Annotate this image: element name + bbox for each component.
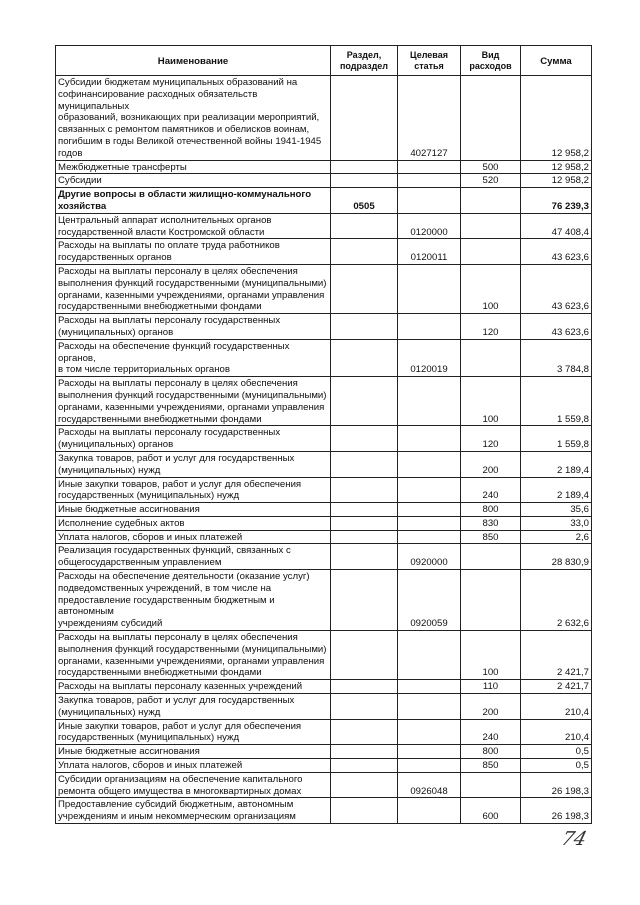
cell-name: Другие вопросы в области жилищно-коммунального хозяйства (56, 188, 331, 214)
cell-sum: 210,4 (521, 719, 592, 745)
cell-type: 120 (461, 426, 521, 452)
cell-name: Субсидии бюджетам муниципальных образований на софинансирование расходных обязательств муниципальных образований, возникающих при реализации мероприятий, связанных с ремонтом памятников и обелисков воинам, погибшим в годы Великой отечественной войны 1941-1945 годов (56, 76, 331, 161)
cell-type (461, 213, 521, 239)
cell-type: 830 (461, 516, 521, 530)
header-row (56, 46, 592, 76)
cell-section (331, 213, 398, 239)
cell-target: 0120011 (398, 239, 461, 265)
table-row (56, 213, 592, 239)
table-row (56, 530, 592, 544)
table-row (56, 516, 592, 530)
cell-section (331, 239, 398, 265)
cell-name: Расходы на выплаты персоналу в целях обеспечения выполнения функций государственными (муниципальными) органами, казенными учреждениями, органами управления государственными внебюджетными фондами (56, 264, 331, 313)
cell-type: 800 (461, 745, 521, 759)
page-number: 74 (559, 828, 590, 850)
cell-type: 100 (461, 377, 521, 426)
cell-name: Субсидии (56, 174, 331, 188)
cell-name: Предоставление субсидий бюджетным, автономным учреждениям и иным некоммерческим организациям (56, 798, 331, 824)
cell-sum: 12 958,2 (521, 76, 592, 161)
cell-section (331, 451, 398, 477)
cell-section (331, 516, 398, 530)
cell-target (398, 314, 461, 340)
cell-section (331, 530, 398, 544)
cell-target (398, 426, 461, 452)
cell-target (398, 377, 461, 426)
cell-target: 0920059 (398, 570, 461, 631)
cell-name: Иные закупки товаров, работ и услуг для обеспечения государственных (муниципальных) нужд (56, 719, 331, 745)
cell-sum: 3 784,8 (521, 339, 592, 376)
cell-name: Иные бюджетные ассигнования (56, 503, 331, 517)
cell-name: Расходы на выплаты персоналу в целях обеспечения выполнения функций государственными (муниципальными) органами, казенными учреждениями, органами управления государственными внебюджетными фондами (56, 377, 331, 426)
cell-target: 4027127 (398, 76, 461, 161)
cell-type (461, 239, 521, 265)
cell-name: Центральный аппарат исполнительных органов государственной власти Костромской области (56, 213, 331, 239)
cell-target (398, 694, 461, 720)
cell-section (331, 694, 398, 720)
cell-target (398, 264, 461, 313)
table-row (56, 694, 592, 720)
header-sum: Сумма (521, 46, 592, 76)
cell-target (398, 631, 461, 680)
cell-type (461, 339, 521, 376)
cell-name: Закупка товаров, работ и услуг для государственных (муниципальных) нужд (56, 694, 331, 720)
table-row (56, 264, 592, 313)
cell-section (331, 570, 398, 631)
cell-section (331, 174, 398, 188)
cell-section (331, 544, 398, 570)
table-row (56, 544, 592, 570)
cell-section (331, 798, 398, 824)
cell-type: 500 (461, 160, 521, 174)
cell-section (331, 503, 398, 517)
cell-sum: 26 198,3 (521, 798, 592, 824)
cell-sum: 0,5 (521, 745, 592, 759)
cell-name: Уплата налогов, сборов и иных платежей (56, 530, 331, 544)
cell-section (331, 377, 398, 426)
cell-section (331, 631, 398, 680)
cell-sum: 2 421,7 (521, 631, 592, 680)
cell-target (398, 174, 461, 188)
cell-target (398, 451, 461, 477)
cell-target: 0920000 (398, 544, 461, 570)
table-row (56, 798, 592, 824)
table-row (56, 239, 592, 265)
cell-sum: 33,0 (521, 516, 592, 530)
cell-target (398, 477, 461, 503)
cell-type (461, 570, 521, 631)
cell-type: 100 (461, 264, 521, 313)
table-row (56, 339, 592, 376)
table-row (56, 631, 592, 680)
cell-type: 800 (461, 503, 521, 517)
cell-type: 200 (461, 694, 521, 720)
cell-section (331, 76, 398, 161)
cell-target (398, 759, 461, 773)
table-row (56, 503, 592, 517)
cell-type (461, 772, 521, 798)
cell-sum: 47 408,4 (521, 213, 592, 239)
table-row (56, 680, 592, 694)
cell-section (331, 759, 398, 773)
cell-sum: 26 198,3 (521, 772, 592, 798)
cell-sum: 1 559,8 (521, 377, 592, 426)
cell-sum: 2 632,6 (521, 570, 592, 631)
cell-type: 200 (461, 451, 521, 477)
table-row (56, 426, 592, 452)
cell-target (398, 516, 461, 530)
table-row (56, 160, 592, 174)
table-row (56, 477, 592, 503)
cell-name: Расходы на обеспечение функций государственных органов, в том числе территориальных органов (56, 339, 331, 376)
cell-name: Реализация государственных функций, связанных с общегосударственным управлением (56, 544, 331, 570)
header-section: Раздел, подраздел (331, 46, 398, 76)
cell-sum: 2 189,4 (521, 477, 592, 503)
cell-section (331, 719, 398, 745)
cell-sum: 12 958,2 (521, 160, 592, 174)
cell-section (331, 680, 398, 694)
table-row (56, 188, 592, 214)
cell-sum: 12 958,2 (521, 174, 592, 188)
cell-section: 0505 (331, 188, 398, 214)
cell-target (398, 798, 461, 824)
cell-type (461, 76, 521, 161)
table-row (56, 76, 592, 161)
cell-type: 120 (461, 314, 521, 340)
cell-section (331, 160, 398, 174)
cell-name: Закупка товаров, работ и услуг для государственных (муниципальных) нужд (56, 451, 331, 477)
cell-name: Расходы на выплаты персоналу в целях обеспечения выполнения функций государственными (муниципальными) органами, казенными учреждениями, органами управления государственными внебюджетными фондами (56, 631, 331, 680)
cell-type: 850 (461, 530, 521, 544)
cell-section (331, 426, 398, 452)
table-row (56, 451, 592, 477)
cell-target (398, 160, 461, 174)
cell-name: Субсидии организациям на обеспечение капитального ремонта общего имущества в многоквартирных домах (56, 772, 331, 798)
cell-section (331, 314, 398, 340)
cell-type: 100 (461, 631, 521, 680)
cell-section (331, 339, 398, 376)
table-row (56, 759, 592, 773)
cell-target (398, 719, 461, 745)
cell-sum: 1 559,8 (521, 426, 592, 452)
table-row (56, 719, 592, 745)
cell-sum: 43 623,6 (521, 239, 592, 265)
cell-sum: 0,5 (521, 759, 592, 773)
cell-target (398, 503, 461, 517)
cell-name: Межбюджетные трансферты (56, 160, 331, 174)
cell-sum: 76 239,3 (521, 188, 592, 214)
cell-section (331, 772, 398, 798)
table-row (56, 570, 592, 631)
cell-sum: 35,6 (521, 503, 592, 517)
cell-name: Расходы на обеспечение деятельности (оказание услуг) подведомственных учреждений, в том числе на предоставление государственным бюджетным и автономным учреждениям субсидий (56, 570, 331, 631)
cell-section (331, 264, 398, 313)
cell-name: Расходы на выплаты персоналу казенных учреждений (56, 680, 331, 694)
budget-table (55, 45, 592, 824)
cell-name: Уплата налогов, сборов и иных платежей (56, 759, 331, 773)
cell-target (398, 188, 461, 214)
cell-name: Иные бюджетные ассигнования (56, 745, 331, 759)
cell-section (331, 745, 398, 759)
cell-section (331, 477, 398, 503)
header-type: Вид расходов (461, 46, 521, 76)
cell-type: 240 (461, 719, 521, 745)
cell-type (461, 188, 521, 214)
cell-name: Расходы на выплаты по оплате труда работников государственных органов (56, 239, 331, 265)
cell-type: 600 (461, 798, 521, 824)
header-target: Целевая статья (398, 46, 461, 76)
cell-sum: 28 830,9 (521, 544, 592, 570)
cell-name: Иные закупки товаров, работ и услуг для обеспечения государственных (муниципальных) нужд (56, 477, 331, 503)
cell-target (398, 530, 461, 544)
cell-type (461, 544, 521, 570)
table-row (56, 377, 592, 426)
cell-target (398, 680, 461, 694)
cell-target: 0120019 (398, 339, 461, 376)
cell-name: Расходы на выплаты персоналу государственных (муниципальных) органов (56, 314, 331, 340)
cell-name: Исполнение судебных актов (56, 516, 331, 530)
header-name: Наименование (56, 46, 331, 76)
cell-sum: 2,6 (521, 530, 592, 544)
cell-type: 850 (461, 759, 521, 773)
cell-type: 110 (461, 680, 521, 694)
cell-target: 0926048 (398, 772, 461, 798)
cell-sum: 43 623,6 (521, 264, 592, 313)
cell-sum: 43 623,6 (521, 314, 592, 340)
cell-sum: 2 421,7 (521, 680, 592, 694)
table-row (56, 772, 592, 798)
table-row (56, 314, 592, 340)
cell-name: Расходы на выплаты персоналу государственных (муниципальных) органов (56, 426, 331, 452)
cell-target (398, 745, 461, 759)
cell-type: 520 (461, 174, 521, 188)
cell-type: 240 (461, 477, 521, 503)
table-row (56, 745, 592, 759)
cell-target: 0120000 (398, 213, 461, 239)
cell-sum: 210,4 (521, 694, 592, 720)
cell-sum: 2 189,4 (521, 451, 592, 477)
table-row (56, 174, 592, 188)
